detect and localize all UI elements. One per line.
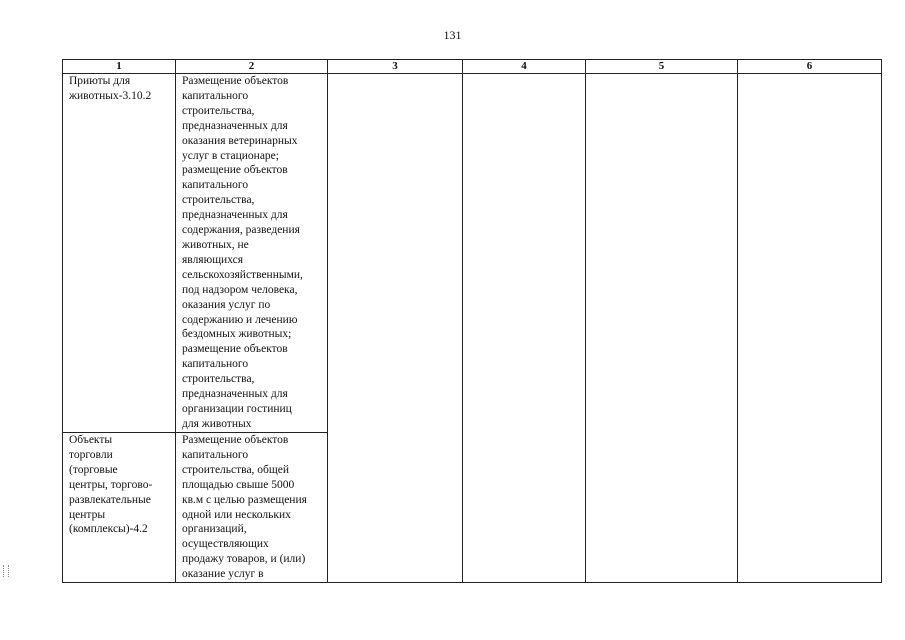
column-header-3: 3 xyxy=(328,60,463,74)
table-row xyxy=(63,74,882,433)
scan-edge-mark xyxy=(3,565,9,577)
land-use-description-cell: Размещение объектов капитального строительства, общей площадью свыше 5000 кв.м с целью размещения одной или нескольких организаций, осуществляющих продажу товаров, и (или) оказание услуг в xyxy=(176,433,328,583)
column-header-2: 2 xyxy=(176,60,328,74)
land-use-name-cell: Приюты для животных-3.10.2 xyxy=(63,74,176,433)
land-use-name-cell: Объекты торговли (торговые центры, торгово- развлекательные центры (комплексы)-4.2 xyxy=(63,433,176,583)
column-header-5: 5 xyxy=(586,60,738,74)
column-header-1: 1 xyxy=(63,60,176,74)
column-header-6: 6 xyxy=(738,60,882,74)
land-use-description-cell: Размещение объектов капитального строительства, предназначенных для оказания ветеринарных услуг в стационаре; размещение объектов капитального строительства, предназначенных для содержания, разведения животных, не являющихся сельскохозяйственными, под надзором человека, оказания услуг по содержанию и лечению бездомных животных; размещение объектов капитального строительства, предназначенных для организации гостиниц для животных xyxy=(176,74,328,433)
page-number: 131 xyxy=(443,28,462,42)
column-6-cell xyxy=(738,74,882,583)
zoning-table xyxy=(62,59,882,583)
column-header-4: 4 xyxy=(463,60,586,74)
column-4-cell xyxy=(463,74,586,583)
column-3-cell xyxy=(328,74,463,583)
column-5-cell xyxy=(586,74,738,583)
table-header-row xyxy=(63,60,882,74)
